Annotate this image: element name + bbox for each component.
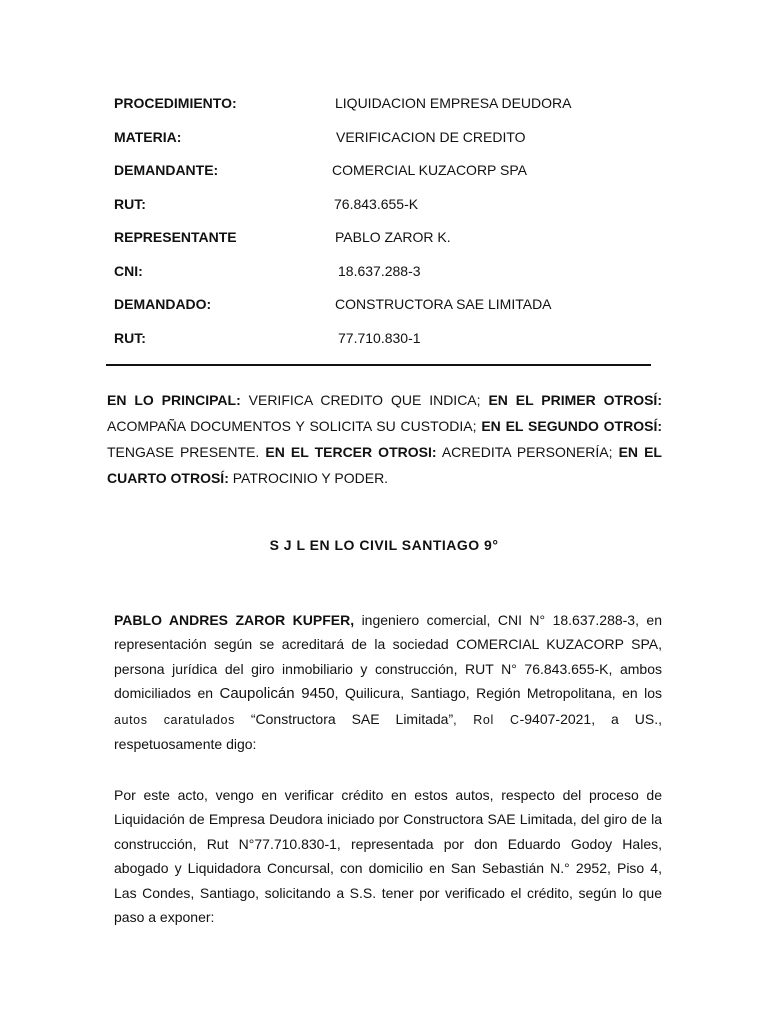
third-otrosi-label: EN EL TERCER OTROSI:: [265, 444, 437, 460]
header-divider: [106, 364, 651, 366]
field-value: LIQUIDACION EMPRESA DEUDORA: [335, 95, 572, 111]
field-label: DEMANDADO:: [114, 296, 212, 312]
field-value: VERIFICACION DE CREDITO: [336, 129, 526, 145]
field-value: CONSTRUCTORA SAE LIMITADA: [335, 296, 552, 312]
field-value: COMERCIAL KUZACORP SPA: [332, 162, 528, 178]
field-label: MATERIA:: [114, 129, 182, 145]
field-label: DEMANDANTE:: [114, 162, 219, 178]
fourth-otrosi-label: EN EL CUARTO OTROSÍ:: [107, 444, 662, 486]
principal-text: VERIFICA CREDITO QUE INDICA;: [240, 392, 489, 408]
petition-summary: [107, 387, 662, 491]
principal-label: EN LO PRINCIPAL:: [107, 392, 241, 408]
body-paragraph-1: [114, 608, 662, 756]
field-label: PROCEDIMIENTO:: [114, 95, 237, 111]
third-otrosi-text: ACREDITA PERSONERÍA;: [436, 444, 619, 460]
body-paragraph-2: Por este acto, vengo en verificar crédito en estos autos, respecto del proceso de Liquidación de Empresa Deudora iniciado por Constructora SAE Limitada, del giro de la construcción, Rut N°77.710.830-1, representada por don Eduardo Godoy Hales, abogado y Liquidadora Concursal, con domicilio en San Sebastián N.° 2952, Piso 4, Las Condes, Santiago, solicitando a S.S. tener por verificado el crédito, según lo que paso a exponer:: [114, 787, 662, 926]
second-otrosi-label: EN EL SEGUNDO OTROSÍ:: [481, 418, 662, 434]
paragraph-text: , a US., respetuosamente digo:: [114, 710, 662, 753]
field-label: RUT:: [114, 330, 146, 346]
fourth-otrosi-text: PATROCINIO Y PODER.: [228, 470, 389, 486]
case-name: “Constructora SAE Limitada”: [234, 710, 454, 727]
autos-text: autos caratulados: [114, 712, 235, 727]
paragraph-text: ingeniero comercial, CNI N° 18.637.288-3, en representación según se acreditará de la sociedad COMERCIAL KUZACORP SPA, persona jurídica del giro inmobiliario y construcción, RUT N° 76.843.655-K, ambos domiciliados en: [114, 612, 662, 702]
rol-number: -9407-2021: [519, 710, 592, 727]
field-label: RUT:: [114, 196, 146, 212]
field-label: REPRESENTANTE: [114, 229, 237, 245]
rol-label: , Rol C: [453, 712, 520, 727]
court-heading: S J L EN LO CIVIL SANTIAGO 9°: [269, 537, 499, 553]
address-text: Caupolicán 9450: [219, 685, 335, 703]
field-value: 18.637.288-3: [338, 263, 421, 279]
first-otrosi-label: EN EL PRIMER OTROSÍ:: [488, 392, 662, 408]
second-otrosi-text: TENGASE PRESENTE.: [107, 444, 266, 460]
field-value: PABLO ZAROR K.: [335, 229, 451, 245]
petitioner-name: PABLO ANDRES ZAROR KUPFER,: [114, 612, 355, 628]
first-otrosi-text: ACOMPAÑA DOCUMENTOS Y SOLICITA SU CUSTODIA;: [107, 418, 482, 434]
field-value: 76.843.655-K: [334, 196, 419, 212]
paragraph-text: , Quilicura, Santiago, Región Metropolitana, en los: [334, 685, 662, 702]
field-label: CNI:: [114, 263, 143, 279]
field-value: 77.710.830-1: [338, 330, 421, 346]
